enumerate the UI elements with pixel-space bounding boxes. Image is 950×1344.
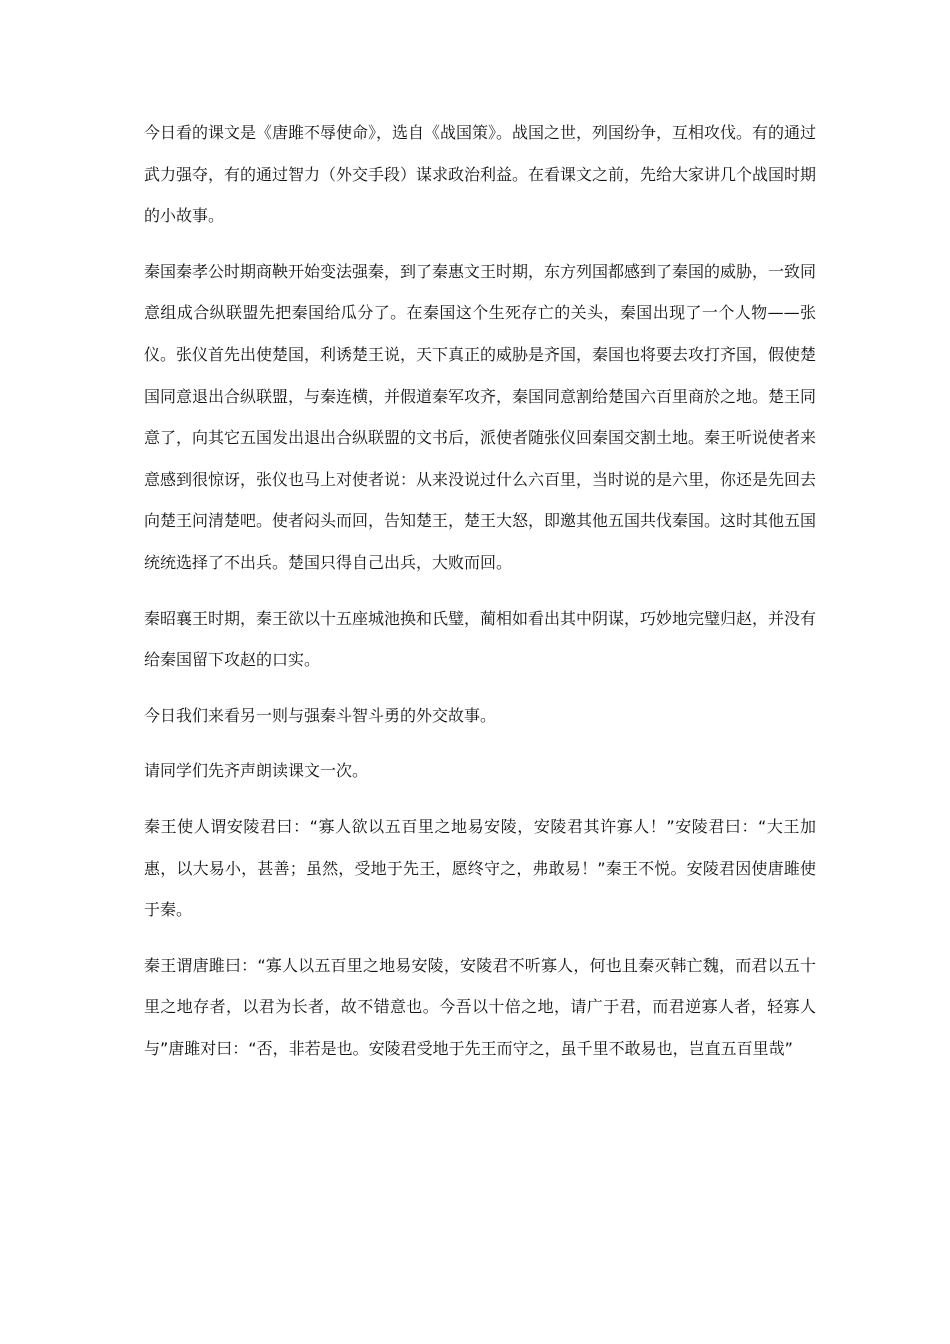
paragraph-he-shi-bi-story: 秦昭襄王时期，秦王欲以十五座城池换和氏璧，蔺相如看出其中阴谋，巧妙地完璧归赵，并没有给秦国留下攻赵的口实。 [144, 608, 817, 670]
document-page [144, 112, 816, 1083]
paragraph-read-aloud: 请同学们先齐声朗读课文一次。 [144, 761, 369, 781]
paragraph-intro: 今日看的课文是《唐雎不辱使命》，选自《战国策》。战国之世，列国纷争，互相攻伐。有的通过武力强夺，有的通过智力（外交手段）谋求政治利益。在看课文之前，先给大家讲几个战国时期的小故事。 [144, 123, 817, 226]
paragraph-today-story: 今日我们来看另一则与强秦斗智斗勇的外交故事。 [144, 705, 497, 725]
paragraph-text-excerpt-1: 秦王使人谓安陵君曰：“寡人欲以五百里之地易安陵，安陵君其许寡人！”安陵君曰：“大王加惠，以大易小，甚善；虽然，受地于先王，愿终守之，弗敢易！”秦王不悦。安陵君因使唐雎使于秦。 [144, 816, 816, 920]
paragraph-zhang-yi-story: 秦国秦孝公时期商鞅开始变法强秦，到了秦惠文王时期，东方列国都感到了秦国的威胁，一致同意组成合纵联盟先把秦国给瓜分了。在秦国这个生死存亡的关头，秦国出现了一个人物——张仪。张仪首先出使楚国，利诱楚王说，天下真正的威胁是齐国，秦国也将要去攻打齐国，假使楚国同意退出合纵联盟，与秦连横，并假道秦军攻齐，秦国同意割给楚国六百里商於之地。楚王同意了，向其它五国发出退出合纵联盟的文书后，派使者随张仪回秦国交割土地。秦王听说使者来意感到很惊讶，张仪也马上对使者说：从来没说过什么六百里，当时说的是六里，你还是先回去向楚王问清楚吧。使者闷头而回，告知楚王，楚王大怒，即邀其他五国共伐秦国。这时其他五国统统选择了不出兵。楚国只得自己出兵，大败而回。 [144, 261, 817, 572]
paragraph-text-excerpt-2: 秦王谓唐雎曰：“寡人以五百里之地易安陵，安陵君不听寡人，何也且秦灭韩亡魏，而君以五十里之地存者，以君为长者，故不错意也。今吾以十倍之地，请广于君，而君逆寡人者，轻寡人与”唐雎对曰：“否，非若是也。安陵君受地于先王而守之，虽千里不敢易也，岂直五百里哉” [144, 955, 816, 1058]
